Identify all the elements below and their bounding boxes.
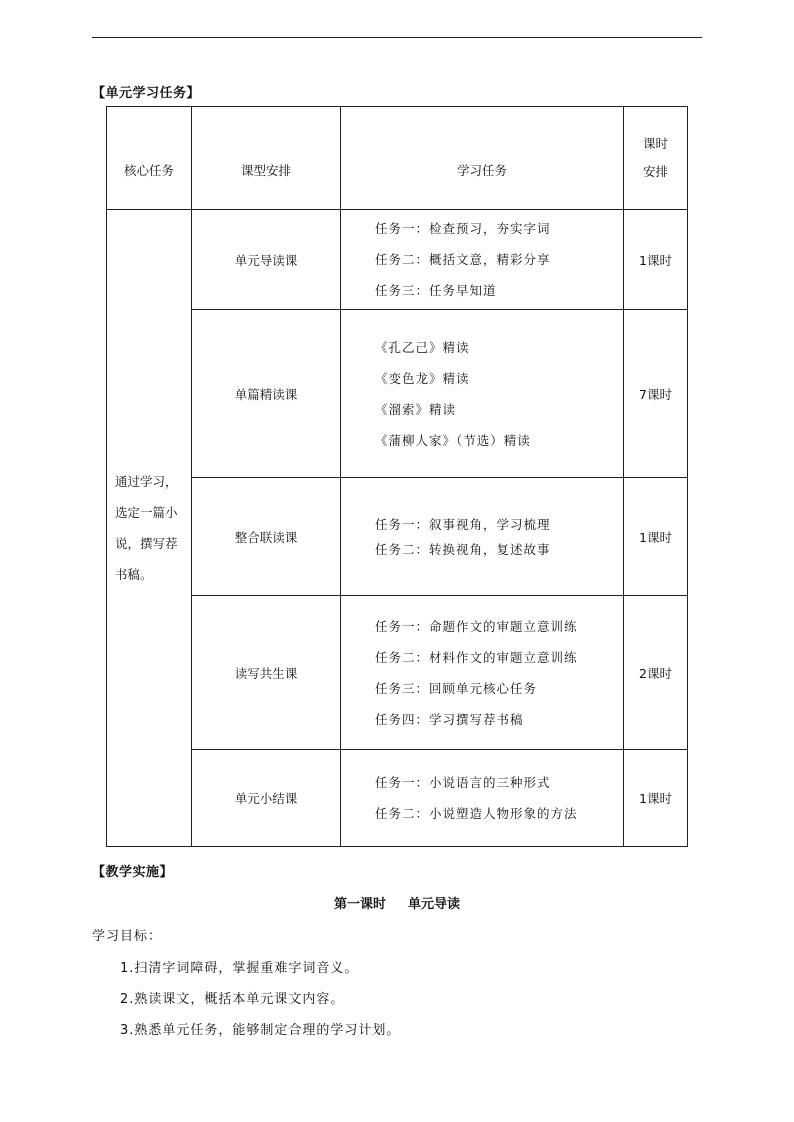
hours-cell: 1课时 [624, 750, 688, 847]
hours-cell: 1课时 [624, 478, 688, 596]
hours-cell: 7课时 [624, 310, 688, 478]
task-item: 任务二：材料作文的审题立意训练 [375, 649, 578, 665]
task-item: 任务一：小说语言的三种形式 [375, 775, 551, 790]
goal-item: 1.扫清字词障碍，掌握重难字词音义。 [120, 961, 359, 976]
hours-cell: 1课时 [624, 210, 688, 310]
table-row [107, 210, 688, 310]
header-rule [92, 37, 702, 38]
table-header-row [107, 107, 688, 210]
task-list-cell [341, 310, 624, 478]
lesson-type-cell: 单篇精读课 [192, 310, 341, 478]
unit-task-table [106, 106, 688, 847]
task-item: 任务四：学习撰写荐书稿 [375, 711, 524, 727]
hours-cell: 2课时 [624, 596, 688, 750]
table-row [107, 478, 688, 596]
goals-label: 学习目标： [92, 929, 163, 944]
goal-item: 2.熟读课文，概括本单元课文内容。 [120, 992, 345, 1007]
task-item: 任务二：小说塑造人物形象的方法 [375, 806, 578, 821]
task-item: 任务二：转换视角，复述故事 [375, 541, 551, 557]
header-lesson-type: 课型安排 [192, 107, 341, 210]
task-item: 任务三：任务早知道 [375, 283, 497, 298]
section-heading-teaching: 【教学实施】 [92, 865, 174, 880]
task-item: 任务三：回顾单元核心任务 [375, 680, 538, 696]
lesson-type-cell: 读写共生课 [192, 596, 341, 750]
header-hours-line1: 课时 [642, 136, 668, 151]
lesson-title-part2: 单元导读 [408, 897, 461, 912]
task-item: 《溜索》精读 [375, 401, 457, 417]
lesson-type-cell: 单元小结课 [192, 750, 341, 847]
header-hours [624, 107, 688, 210]
task-list-cell [341, 210, 624, 310]
lesson-type-cell: 单元导读课 [192, 210, 341, 310]
task-item: 任务二：概括文意，精彩分享 [375, 252, 551, 267]
core-task-cell: 通过学习，选定一篇小说，撰写荐书稿。 [107, 210, 192, 847]
lesson-title-part1: 第一课时 [333, 897, 386, 912]
table-row [107, 596, 688, 750]
goal-item: 3.熟悉单元任务，能够制定合理的学习计划。 [120, 1023, 401, 1038]
header-hours-line2: 安排 [642, 164, 668, 179]
task-item: 任务一：命题作文的审题立意训练 [375, 618, 578, 634]
table-row [107, 750, 688, 847]
task-item: 《变色龙》精读 [375, 370, 470, 386]
header-core-task: 核心任务 [107, 107, 192, 210]
task-item: 任务一：检查预习，夯实字词 [375, 221, 551, 236]
section-heading-unit-tasks: 【单元学习任务】 [92, 86, 201, 101]
task-item: 《孔乙己》精读 [375, 339, 470, 355]
task-item: 任务一：叙事视角，学习梳理 [375, 516, 551, 532]
lesson-title [0, 893, 794, 912]
task-list-cell [341, 596, 624, 750]
task-list-cell [341, 750, 624, 847]
lesson-type-cell: 整合联读课 [192, 478, 341, 596]
task-list-cell [341, 478, 624, 596]
table-row [107, 310, 688, 478]
header-learning-task: 学习任务 [341, 107, 624, 210]
task-item: 《蒲柳人家》（节选）精读 [375, 432, 531, 448]
